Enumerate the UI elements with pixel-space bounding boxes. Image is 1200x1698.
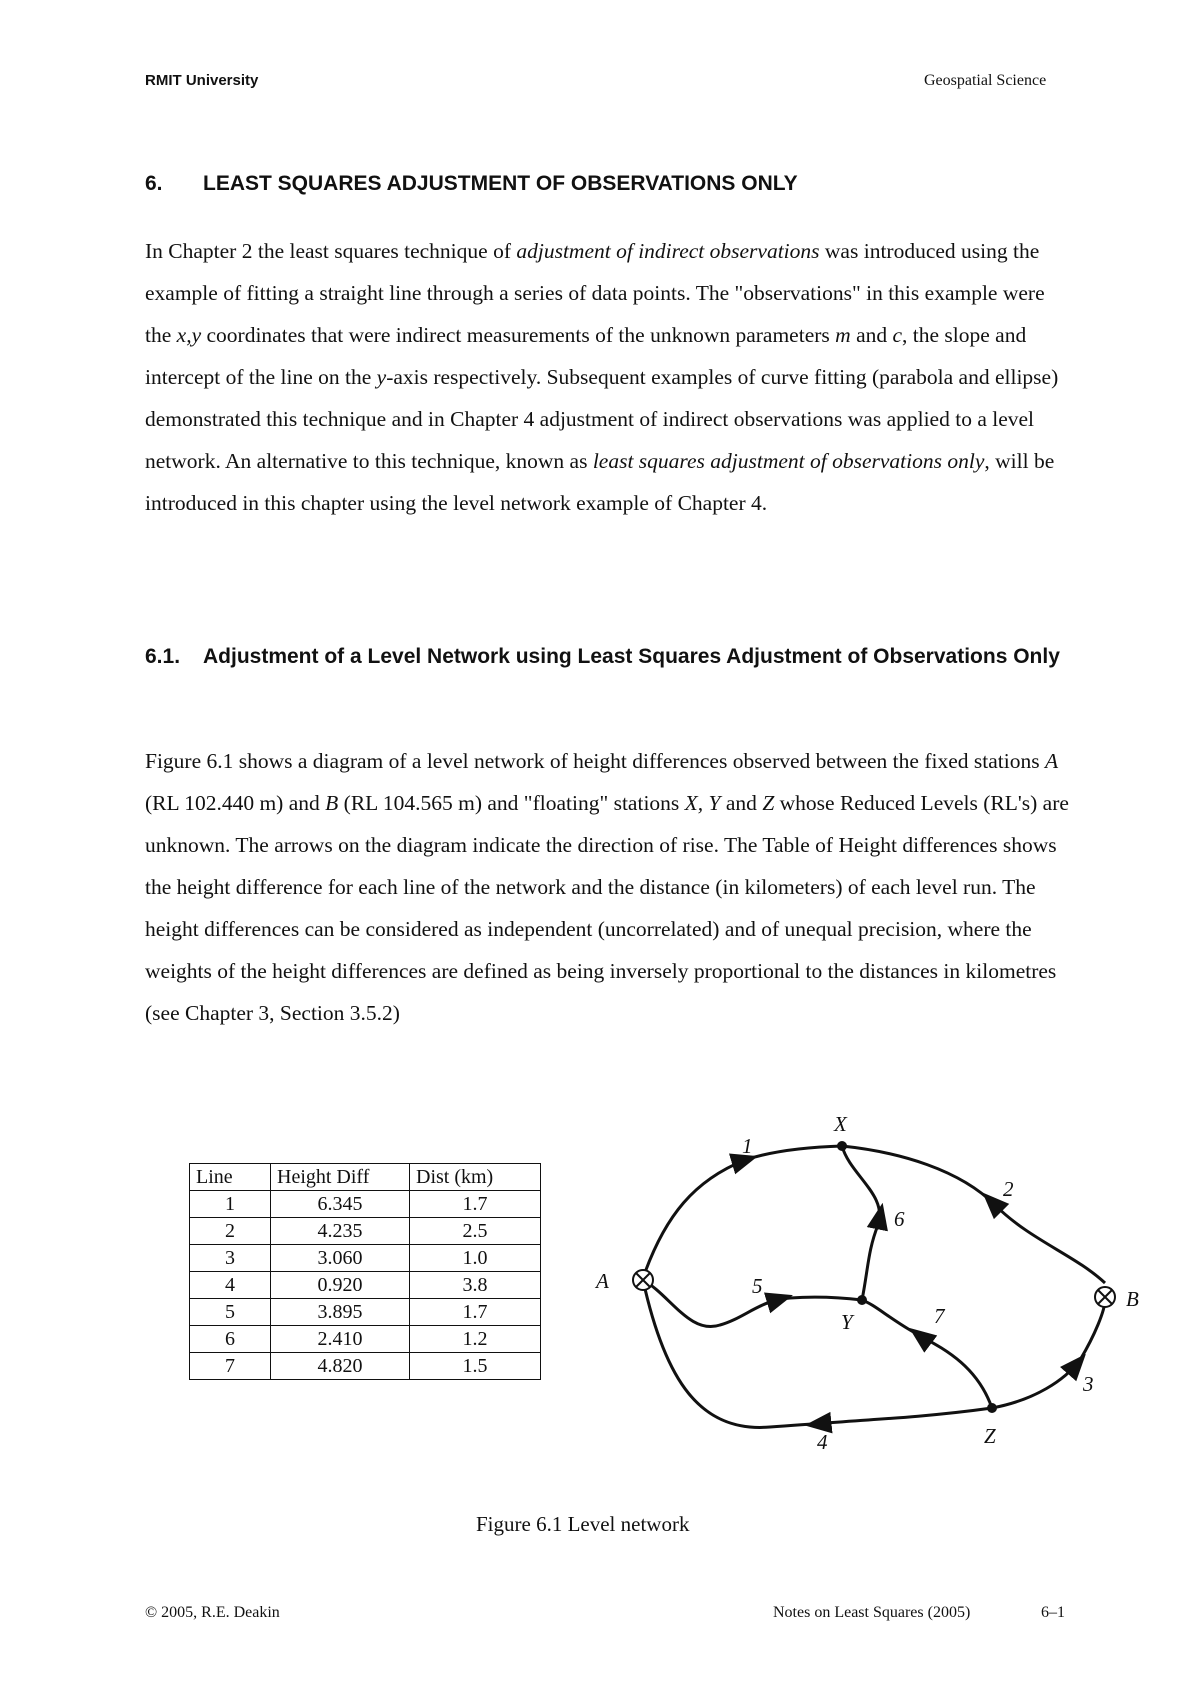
table-cell: 1.2 xyxy=(410,1326,541,1353)
intro-text-2: was introduced using the example of fitting a straight line through a series of data points. The "observations" in this example were the xyxy=(145,239,1045,347)
station-B-marker xyxy=(1095,1287,1115,1307)
network-line-2 xyxy=(842,1146,1105,1283)
table-cell: 2 xyxy=(190,1218,271,1245)
line-label-3: 3 xyxy=(1083,1372,1094,1396)
station-Y-marker xyxy=(857,1295,867,1305)
para2-text-3: (RL 104.565 m) and "floating" stations xyxy=(338,791,685,815)
arrow-line-3 xyxy=(1070,1364,1077,1372)
para2-emphasis-2: B xyxy=(325,791,339,815)
station-label-Z: Z xyxy=(984,1424,996,1448)
line-label-4: 4 xyxy=(817,1430,828,1454)
page-number: 6–1 xyxy=(1041,1604,1065,1621)
arrow-line-4 xyxy=(818,1423,828,1424)
table-cell: 1.0 xyxy=(410,1245,541,1272)
table-cell: 3.8 xyxy=(410,1272,541,1299)
section-title: LEAST SQUARES ADJUSTMENT OF OBSERVATIONS ONLY xyxy=(203,172,798,195)
table-cell: 4.820 xyxy=(271,1353,410,1380)
station-A-marker xyxy=(633,1270,653,1290)
table-cell: 7 xyxy=(190,1353,271,1380)
network-line-7 xyxy=(862,1300,992,1408)
table-cell: 2.410 xyxy=(271,1326,410,1353)
table-cell: 4.235 xyxy=(271,1218,410,1245)
network-line-4 xyxy=(643,1280,992,1427)
line-label-5: 5 xyxy=(752,1274,763,1298)
line-label-7: 7 xyxy=(934,1304,945,1328)
para2-emphasis-4: Z xyxy=(762,791,775,815)
intro-emphasis-6: least squares adjustment of observations only xyxy=(592,449,985,473)
section-number: 6. xyxy=(145,172,163,195)
station-label-B: B xyxy=(1126,1287,1139,1311)
intro-emphasis-3: m xyxy=(835,323,851,347)
table-cell: 3 xyxy=(190,1245,271,1272)
line-label-2: 2 xyxy=(1003,1177,1014,1201)
intro-emphasis-2: x,y xyxy=(176,323,202,347)
table-cell: 2.5 xyxy=(410,1218,541,1245)
table-cell: 6.345 xyxy=(271,1191,410,1218)
subsection-title: Adjustment of a Level Network using Least Squares Adjustment of Observations Only xyxy=(203,645,1060,668)
arrow-line-6 xyxy=(878,1216,880,1226)
table-cell: 4 xyxy=(190,1272,271,1299)
para2-text-5: whose Reduced Levels (RL's) are unknown. The arrows on the diagram indicate the direction of rise. The Table of Height differences shows the height difference for each line of the network and the distance (in kilometers) of each level run. The height differences can be considered as independent (uncorrelated) and of unequal precision, where the weights of the height differences are defined as being inversely proportional to the distances in kilometres (see Chapter 3, Section 3.5.2) xyxy=(145,791,1069,1025)
station-label-Y: Y xyxy=(841,1310,853,1334)
table-cell: 3.895 xyxy=(271,1299,410,1326)
intro-text-4: and xyxy=(850,323,893,347)
subsection-number: 6.1. xyxy=(145,645,181,668)
station-label-X: X xyxy=(834,1112,847,1136)
intro-emphasis-4: c xyxy=(892,323,903,347)
para2-text-1: Figure 6.1 shows a diagram of a level network of height differences observed between the fixed stations xyxy=(145,749,1045,773)
intro-text-1: In Chapter 2 the least squares technique of xyxy=(145,239,517,263)
station-label-A: A xyxy=(596,1269,609,1293)
line-label-1: 1 xyxy=(742,1134,753,1158)
table-cell: 1 xyxy=(190,1191,271,1218)
line-label-6: 6 xyxy=(894,1207,905,1231)
para2-text-4: and xyxy=(720,791,763,815)
footer-copyright: © 2005, R.E. Deakin xyxy=(145,1604,280,1621)
intro-text-3: coordinates that were indirect measurements of the unknown parameters xyxy=(201,323,836,347)
network-line-6 xyxy=(842,1146,880,1300)
network-line-1 xyxy=(643,1146,842,1278)
table-cell: 1.7 xyxy=(410,1299,541,1326)
station-X-marker xyxy=(837,1141,847,1151)
table-header-cell: Height Diff xyxy=(271,1164,410,1191)
intro-text-6: -axis respectively. Subsequent examples of curve fitting (parabola and ellipse) demonstrated this technique and in Chapter 4 adjustment of indirect observations was applied to a level network. An alternative to this technique, known as xyxy=(145,365,1059,473)
table-cell: 5 xyxy=(190,1299,271,1326)
arrow-line-1 xyxy=(735,1160,745,1163)
table-cell: 1.7 xyxy=(410,1191,541,1218)
table-header-cell: Line xyxy=(190,1164,271,1191)
para2-text-2: (RL 102.440 m) and xyxy=(145,791,326,815)
station-Z-marker xyxy=(987,1403,997,1413)
para2-emphasis-3: X, Y xyxy=(684,791,721,815)
table-cell: 6 xyxy=(190,1326,271,1353)
running-header-left: RMIT University xyxy=(145,72,259,89)
table-header-cell: Dist (km) xyxy=(410,1164,541,1191)
intro-emphasis-1: adjustment of indirect observations xyxy=(516,239,820,263)
arrow-line-2 xyxy=(992,1202,1000,1210)
intro-text-5: , the slope and intercept of the line on the xyxy=(145,323,1027,389)
para2-emphasis-1: A xyxy=(1044,749,1059,773)
arrow-line-5 xyxy=(770,1299,780,1302)
figure-caption: Figure 6.1 Level network xyxy=(476,1512,690,1536)
running-header-right: Geospatial Science xyxy=(924,72,1047,89)
intro-text-7: , will be introduced in this chapter using the level network example of Chapter 4. xyxy=(145,449,1055,515)
table-cell: 1.5 xyxy=(410,1353,541,1380)
table-cell: 0.920 xyxy=(271,1272,410,1299)
table-cell: 3.060 xyxy=(271,1245,410,1272)
footer-title: Notes on Least Squares (2005) xyxy=(773,1604,971,1621)
intro-emphasis-5: y xyxy=(376,365,387,389)
